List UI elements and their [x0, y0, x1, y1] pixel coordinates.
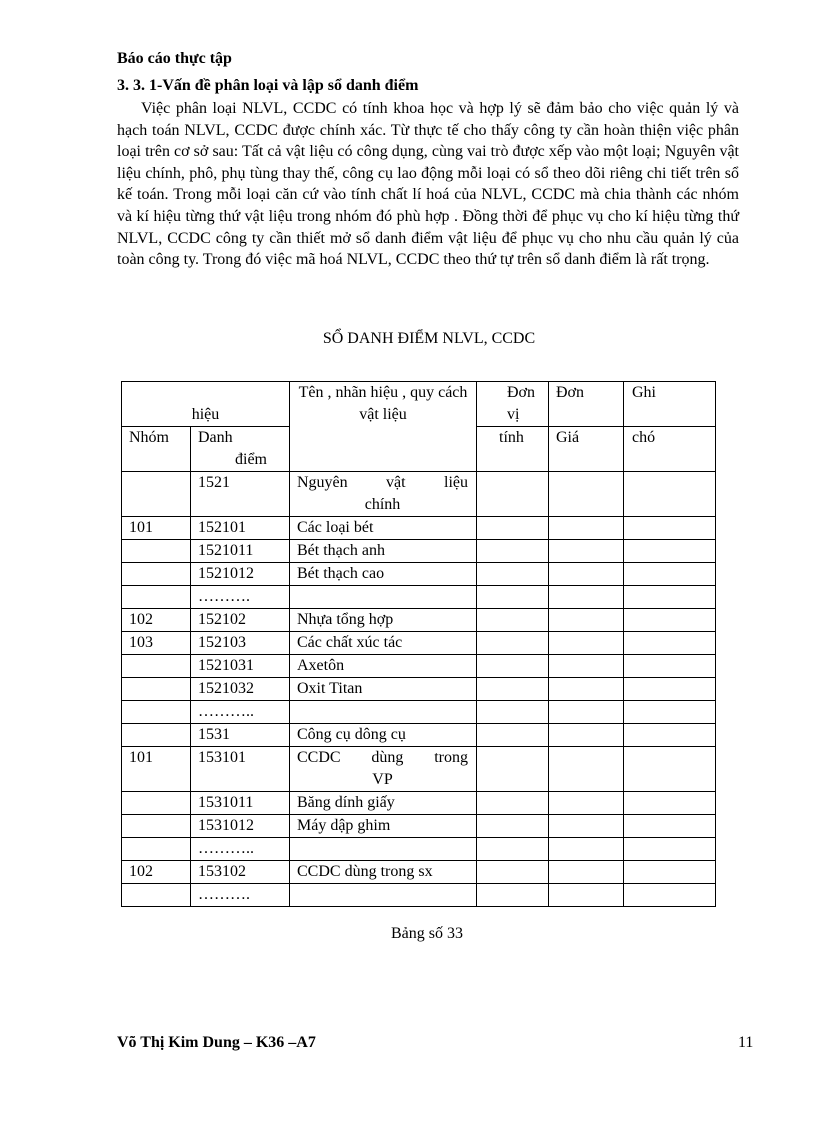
cell-ghi-chu — [624, 517, 716, 540]
section-heading: 3. 3. 1-Vấn đề phân loại và lập sổ danh điểm — [117, 77, 419, 94]
table-caption: Bảng số 33 — [391, 925, 463, 942]
cell-don-vi — [477, 861, 549, 884]
cell-ghi-chu — [624, 861, 716, 884]
header-don-gia-line2: Giá — [549, 427, 624, 472]
cell-don-vi — [477, 747, 549, 792]
cell-don-gia — [549, 540, 624, 563]
cell-ten: Các loại bét — [290, 517, 477, 540]
table-row — [122, 838, 716, 861]
cell-ten: Băng dính giấy — [290, 792, 477, 815]
cell-don-gia — [549, 678, 624, 701]
body-paragraph: Việc phân loại NLVL, CCDC có tính khoa học và hợp lý sẽ đảm bảo cho việc quản lý và hạch toán NLVL, CCDC được chính xác. Từ thực tế cho thấy công ty cần hoàn thiện việc phân loại trên cơ sở sau: Tất cả vật liệu có công dụng, cùng vai trò được xếp vào một loại; Nguyên vật liệu chính, phô, phụ tùng thay thế, công cụ lao động mỗi loại có sổ theo dõi riêng chi tiết trên sổ kế toán. Trong mỗi loại căn cứ vào tính chất lí hoá của NLVL, CCDC mà chia thành các nhóm và kí hiệu từng thứ vật liệu trong nhóm đó phù hợp . Đồng thời để phục vụ cho kí hiệu từng thứ NLVL, CCDC công ty cần thiết mở sổ danh điểm vật liệu để phục vụ cho nhu cầu quản lý của toàn công ty. Trong đó việc mã hoá NLVL, CCDC theo thứ tự trên sổ danh điểm là rất trọng. — [117, 100, 739, 269]
cell-danh-diem: 1521012 — [191, 563, 290, 586]
cell-danh-diem: 1531012 — [191, 815, 290, 838]
table-row — [122, 678, 716, 701]
cell-danh-diem: 1521032 — [191, 678, 290, 701]
cell-ghi-chu — [624, 678, 716, 701]
cell-nhom — [122, 838, 191, 861]
footer-author: Võ Thị Kim Dung – K36 –A7 — [117, 1034, 316, 1051]
cell-ghi-chu — [624, 609, 716, 632]
table-row — [122, 724, 716, 747]
cell-don-gia — [549, 792, 624, 815]
cell-danh-diem: 1531011 — [191, 792, 290, 815]
cell-nhom — [122, 815, 191, 838]
header-don-vi-line2: tính — [477, 427, 549, 472]
table-row — [122, 792, 716, 815]
table-row — [122, 747, 716, 792]
cell-ghi-chu — [624, 884, 716, 907]
cell-ten: Oxit Titan — [290, 678, 477, 701]
cell-ten: Máy dập ghim — [290, 815, 477, 838]
table-row — [122, 701, 716, 724]
cell-ten: Bét thạch cao — [290, 563, 477, 586]
cell-don-vi — [477, 472, 549, 517]
cell-ten: Công cụ dông cụ — [290, 724, 477, 747]
header-danh-diem-line1: Danh — [198, 429, 233, 446]
header-ky-hieu: hiệu — [122, 382, 290, 427]
cell-don-vi — [477, 724, 549, 747]
cell-don-gia — [549, 632, 624, 655]
cell-don-gia — [549, 747, 624, 792]
cell-danh-diem: 153102 — [191, 861, 290, 884]
cell-don-vi — [477, 540, 549, 563]
cell-don-vi — [477, 884, 549, 907]
cell-ten-line1: Nguyên vật liệu — [297, 474, 468, 491]
table-row — [122, 815, 716, 838]
cell-don-vi — [477, 517, 549, 540]
cell-danh-diem: 152102 — [191, 609, 290, 632]
cell-nhom: 103 — [122, 632, 191, 655]
table-row — [122, 861, 716, 884]
cell-don-vi — [477, 563, 549, 586]
item-catalog-table — [121, 381, 716, 907]
cell-ghi-chu — [624, 563, 716, 586]
cell-don-vi — [477, 632, 549, 655]
cell-ghi-chu — [624, 815, 716, 838]
cell-don-vi — [477, 655, 549, 678]
header-ghi-chu: Ghi — [624, 382, 716, 427]
cell-nhom — [122, 792, 191, 815]
cell-ghi-chu — [624, 655, 716, 678]
table-row — [122, 517, 716, 540]
cell-don-gia — [549, 472, 624, 517]
cell-danh-diem: 1521011 — [191, 540, 290, 563]
cell-don-vi — [477, 792, 549, 815]
cell-don-gia — [549, 724, 624, 747]
cell-danh-diem: ……….. — [191, 838, 290, 861]
cell-nhom — [122, 563, 191, 586]
cell-don-vi — [477, 701, 549, 724]
cell-ten: Bét thạch anh — [290, 540, 477, 563]
cell-ten — [290, 472, 477, 517]
page-number: 11 — [738, 1034, 754, 1051]
cell-don-gia — [549, 815, 624, 838]
cell-ghi-chu — [624, 632, 716, 655]
cell-nhom — [122, 724, 191, 747]
cell-nhom: 102 — [122, 861, 191, 884]
cell-nhom — [122, 884, 191, 907]
cell-nhom — [122, 678, 191, 701]
cell-nhom: 101 — [122, 747, 191, 792]
header-don-vi: Đơn vị — [477, 382, 549, 427]
table-row — [122, 540, 716, 563]
cell-don-gia — [549, 586, 624, 609]
header-danh-diem-line2: điểm — [235, 451, 267, 468]
cell-nhom — [122, 540, 191, 563]
cell-nhom: 102 — [122, 609, 191, 632]
cell-ghi-chu — [624, 724, 716, 747]
table-row — [122, 884, 716, 907]
table-row — [122, 609, 716, 632]
cell-ghi-chu — [624, 472, 716, 517]
cell-don-gia — [549, 838, 624, 861]
cell-ten-line2: chính — [364, 496, 401, 513]
header-nhom: Nhóm — [122, 427, 191, 472]
cell-don-gia — [549, 517, 624, 540]
cell-ghi-chu — [624, 747, 716, 792]
header-ten: Tên , nhãn hiệu , quy cách vật liệu — [290, 382, 477, 472]
cell-don-gia — [549, 884, 624, 907]
header-ghi-chu-line2: chó — [624, 427, 716, 472]
cell-ten: CCDC dùng trong sx — [290, 861, 477, 884]
cell-ten: Axetôn — [290, 655, 477, 678]
cell-ten-line1: CCDC dùng trong — [297, 749, 468, 766]
cell-ghi-chu — [624, 792, 716, 815]
cell-nhom — [122, 701, 191, 724]
running-title: Báo cáo thực tập — [117, 50, 232, 67]
cell-ten — [290, 884, 477, 907]
cell-don-vi — [477, 586, 549, 609]
cell-danh-diem: 153101 — [191, 747, 290, 792]
cell-nhom — [122, 586, 191, 609]
cell-ghi-chu — [624, 701, 716, 724]
cell-ten — [290, 701, 477, 724]
cell-don-gia — [549, 609, 624, 632]
table-row — [122, 632, 716, 655]
table-row — [122, 563, 716, 586]
cell-danh-diem: ……….. — [191, 701, 290, 724]
cell-danh-diem: 152103 — [191, 632, 290, 655]
cell-ghi-chu — [624, 540, 716, 563]
cell-ghi-chu — [624, 838, 716, 861]
cell-danh-diem: 1521 — [191, 472, 290, 517]
cell-ghi-chu — [624, 586, 716, 609]
cell-danh-diem: ………. — [191, 884, 290, 907]
cell-don-gia — [549, 701, 624, 724]
cell-nhom: 101 — [122, 517, 191, 540]
cell-nhom — [122, 472, 191, 517]
cell-nhom — [122, 655, 191, 678]
header-danh-diem — [191, 427, 290, 472]
table-row — [122, 472, 716, 517]
table-row — [122, 586, 716, 609]
cell-don-gia — [549, 655, 624, 678]
cell-danh-diem: ………. — [191, 586, 290, 609]
cell-ten: Các chất xúc tác — [290, 632, 477, 655]
cell-don-vi — [477, 678, 549, 701]
table-row — [122, 655, 716, 678]
cell-don-gia — [549, 563, 624, 586]
cell-don-vi — [477, 609, 549, 632]
cell-ten — [290, 586, 477, 609]
cell-ten-line2: VP — [372, 771, 393, 788]
cell-ten — [290, 747, 477, 792]
table-title: SỔ DANH ĐIỂM NLVL, CCDC — [322, 330, 536, 347]
cell-danh-diem: 1521031 — [191, 655, 290, 678]
cell-don-vi — [477, 838, 549, 861]
header-don-gia: Đơn — [549, 382, 624, 427]
cell-don-gia — [549, 861, 624, 884]
cell-ten — [290, 838, 477, 861]
cell-danh-diem: 152101 — [191, 517, 290, 540]
cell-danh-diem: 1531 — [191, 724, 290, 747]
cell-don-vi — [477, 815, 549, 838]
cell-ten: Nhựa tổng hợp — [290, 609, 477, 632]
